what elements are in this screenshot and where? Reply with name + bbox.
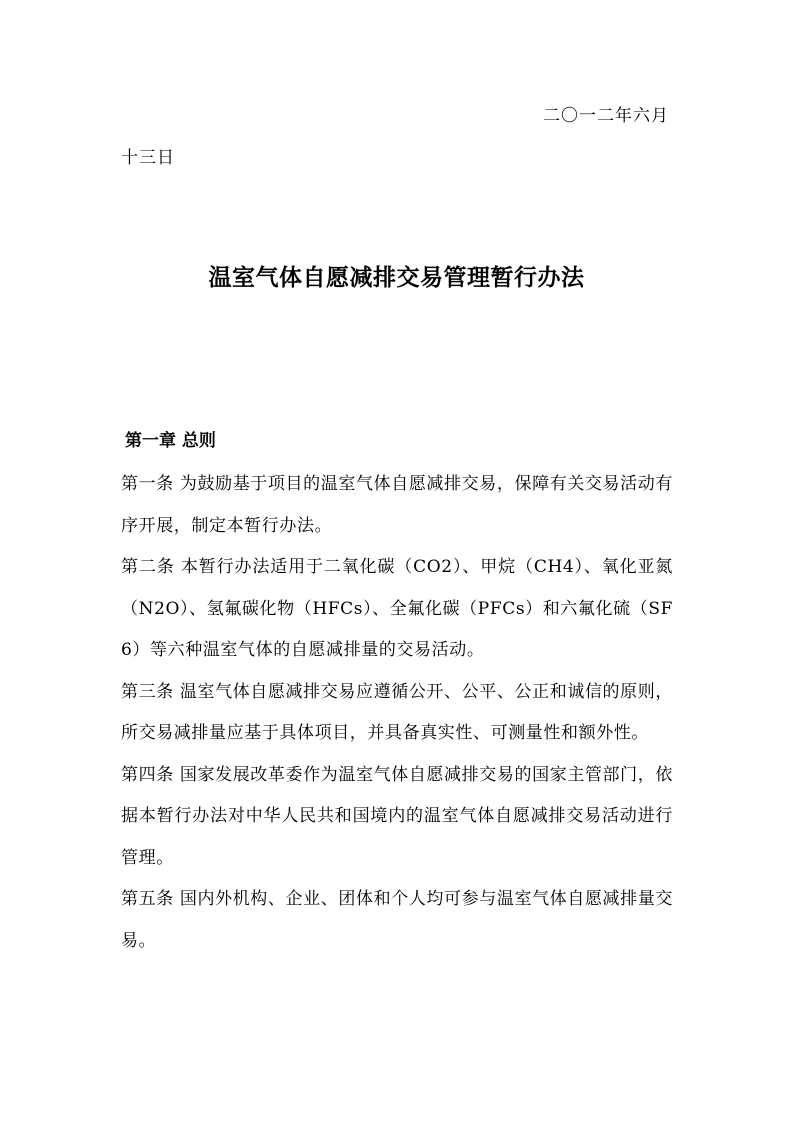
article-3: 第三条 温室气体自愿减排交易应遵循公开、公平、公正和诚信的原则，所交易减排量应基于具体项目，并具备真实性、可测量性和额外性。: [121, 681, 673, 743]
article-list: [121, 464, 673, 962]
date-line-1: 二〇一二年六月: [543, 106, 669, 126]
document-title: 温室气体自愿减排交易管理暂行办法: [208, 265, 585, 291]
chapter-heading: 第一章 总则: [125, 431, 216, 451]
date-line-2: 十三日: [121, 148, 175, 168]
article-2: 第二条 本暂行办法适用于二氧化碳（CO2）、甲烷（CH4）、氧化亚氮（N2O）、氢氟碳化物（HFCs）、全氟化碳（PFCs）和六氟化硫（SF6）等六种温室气体的自愿减排量的交易活动。: [121, 557, 673, 660]
article-1: 第一条 为鼓励基于项目的温室气体自愿减排交易，保障有关交易活动有序开展，制定本暂行办法。: [121, 474, 673, 536]
article-4: 第四条 国家发展改革委作为温室气体自愿减排交易的国家主管部门，依据本暂行办法对中华人民共和国境内的温室气体自愿减排交易活动进行管理。: [121, 764, 673, 868]
article-5: 第五条 国内外机构、企业、团体和个人均可参与温室气体自愿减排量交易。: [121, 889, 673, 951]
